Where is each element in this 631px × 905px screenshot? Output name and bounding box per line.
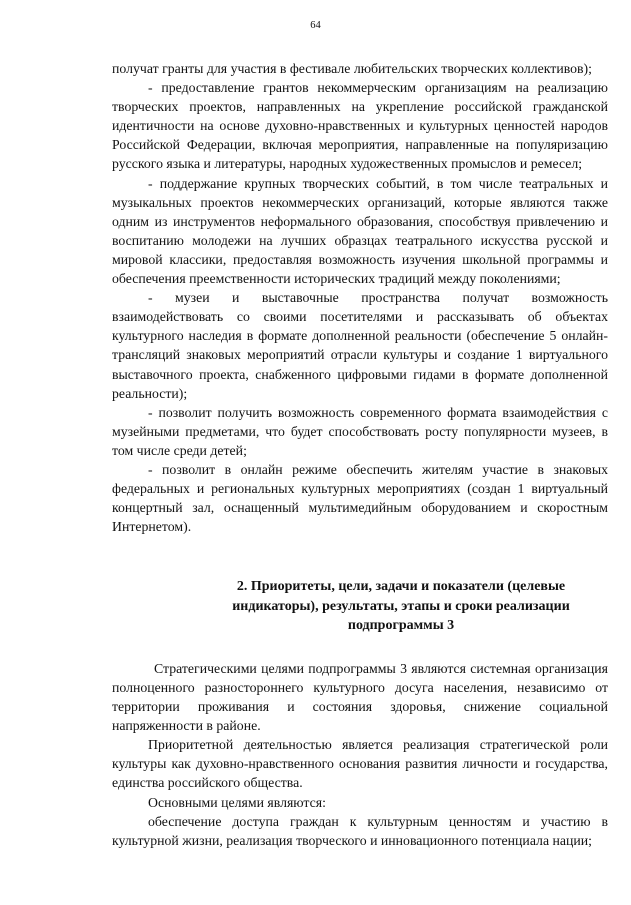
- section-heading-line-2: индикаторы), результаты, этапы и сроки реализации: [232, 598, 570, 614]
- section-heading-line-3: подпрограммы 3: [347, 618, 455, 634]
- paragraph-main-goals-intro: Основными целями являются:: [148, 794, 326, 810]
- paragraph-grants-festival: получат гранты для участия в фестивале любительских творческих коллективов);: [112, 61, 592, 76]
- paragraph-online-participation: - позволит в онлайн режиме обеспечить жителям участие в знаковых федеральных и региональных культурных мероприятиях (создан 1 виртуальный концертный зал, оснащенный мультимедийным оборудованием и скоростным Интернетом).: [112, 461, 608, 535]
- page-body: [112, 59, 608, 850]
- paragraph-creative-events: - поддержание крупных творческих событий, в том числе театральных и музыкальных проектов некоммерческих организаций, которые являются также одним из инструментов неформального образования, способствуя привлечению и воспитанию молодежи на лучших образцах театрального искусства русской и мировой классики, предоставляя возможность изучения школьной программы и обеспечения преемственности исторических традиций между поколениями;: [112, 175, 608, 287]
- page-number: 64: [310, 20, 321, 31]
- paragraph-museums-ar: - музеи и выставочные пространства получат возможность взаимодействовать со своими посетителями и рассказывать об объектах культурного наследия в формате дополненной реальности (обеспечение 5 онлайн-трансляций знаковых мероприятий отрасли культуры и создание 1 виртуального выставочного проекта, снабженного цифровыми гидами в формате дополненной реальности);: [112, 290, 608, 401]
- paragraph-grants-nko: - предоставление грантов некоммерческим организациям на реализацию творческих проектов, направленных на укрепление российской гражданской идентичности на основе духовно-нравственных и культурных ценностей народов Российской Федерации, включая мероприятия, направленные на популяризацию русского языка и литературы, народных художественных промыслов и ремесел;: [112, 80, 608, 172]
- paragraph-access-culture: обеспечение доступа граждан к культурным ценностям и участию в культурной жизни, реализация творческого и инновационного потенциала нации;: [112, 813, 608, 848]
- paragraph-museum-interaction: - позволит получить возможность современного формата взаимодействия с музейными предметами, что будет способствовать росту популярности музеев, в том числе среди детей;: [112, 404, 608, 458]
- section-heading-line-1: 2. Приоритеты, цели, задачи и показатели (целевые: [236, 579, 566, 595]
- paragraph-priority-activity: Приоритетной деятельностью является реализация стратегической роли культуры как духовно-нравственного основания развития личности и государства, единства российского общества.: [112, 737, 608, 791]
- section-heading: [112, 577, 608, 636]
- paragraph-strategic-goals: Стратегическими целями подпрограммы 3 являются системная организация полноценного разностороннего культурного досуга населения, независимо от территории проживания и состояния здоровья, снижение социальной напряженности в районе.: [112, 660, 608, 734]
